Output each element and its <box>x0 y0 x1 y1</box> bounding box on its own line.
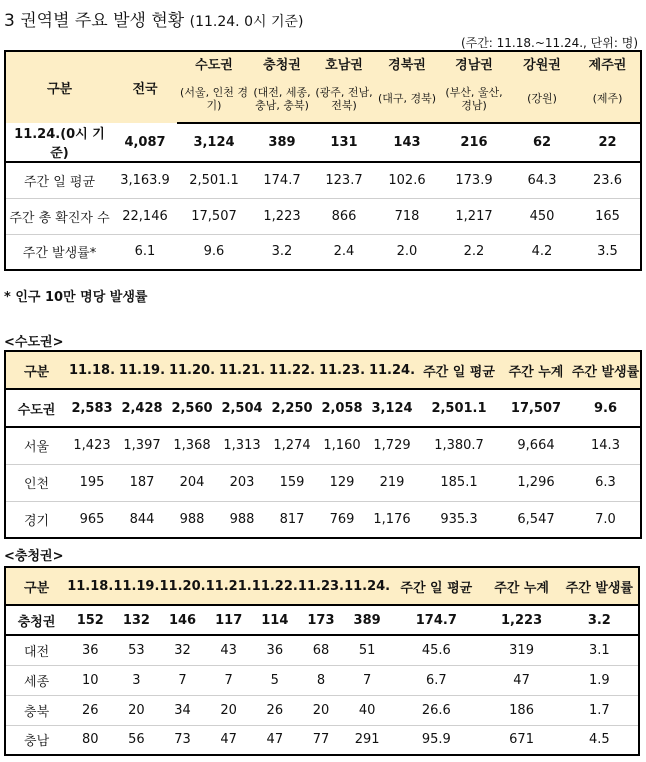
cell: 9.6 <box>177 234 251 270</box>
cell: 1.7 <box>561 695 639 725</box>
cell: 95.9 <box>390 725 482 755</box>
cell: 291 <box>344 725 390 755</box>
cell: 319 <box>509 642 534 658</box>
table-row <box>5 695 639 725</box>
cell: 186 <box>482 695 560 725</box>
header-cell: 11.23. <box>298 567 344 605</box>
header-cell: 11.24. <box>344 567 390 605</box>
unit-note: (주간: 11.18.~11.24., 단위: 명) <box>460 36 638 50</box>
header-cell: 11.24. <box>367 351 417 389</box>
table-row <box>5 234 641 270</box>
cell: 1,223 <box>251 198 313 234</box>
cell: 62 <box>509 123 575 162</box>
cell: 174.7 <box>263 172 301 188</box>
cell: 1,176 <box>367 501 417 538</box>
cell: 965 <box>67 501 117 538</box>
cell: 187 <box>117 464 167 501</box>
cell: 47 <box>252 725 298 755</box>
header-cell: 11.20. <box>167 351 217 389</box>
cell: 20 <box>206 695 252 725</box>
capital-header-row <box>5 351 641 389</box>
cell: 114 <box>252 605 298 635</box>
cell: 4,087 <box>113 123 177 162</box>
cell: 2,250 <box>267 389 317 427</box>
table-row <box>5 162 641 198</box>
header-gubun: 구분 <box>5 51 113 123</box>
cell: 131 <box>313 123 375 162</box>
cell: 23.6 <box>593 172 622 188</box>
header-cell: 11.21. <box>217 351 267 389</box>
cell: 718 <box>375 198 439 234</box>
header-cell: 구분 <box>5 567 67 605</box>
cell: 3,163.9 <box>120 172 170 188</box>
cell: 143 <box>375 123 439 162</box>
header-cell: 11.21. <box>206 567 252 605</box>
cell: 1,729 <box>373 438 411 454</box>
header-region: 제주권 <box>575 51 641 75</box>
regional-summary-table <box>4 50 642 271</box>
cell: 1,296 <box>501 464 571 501</box>
row-label: 주간 총 확진자 수 <box>5 198 113 234</box>
header-region-sub: (제주) <box>575 75 641 123</box>
cell: 8 <box>298 665 344 695</box>
cell: 47 <box>206 725 252 755</box>
header-cell: 주간 발생률 <box>571 351 641 389</box>
header-cell: 주간 발생률 <box>561 567 639 605</box>
cell: 102.6 <box>388 172 426 188</box>
header-region-sub: (광주, 전남, 전북) <box>313 75 375 123</box>
cell: 2.2 <box>439 234 509 270</box>
cell: 6.3 <box>571 464 641 501</box>
cell: 117 <box>206 605 252 635</box>
cell: 173 <box>298 605 344 635</box>
header-region: 수도권 <box>177 51 251 75</box>
header-cell: 11.20. <box>159 567 205 605</box>
table-row <box>5 123 641 162</box>
row-label: 수도권 <box>5 389 67 427</box>
table-row <box>5 665 639 695</box>
cell: 51 <box>358 642 376 658</box>
cell: 935.3 <box>417 501 501 538</box>
table-row <box>5 635 639 665</box>
header-region-sub: (대구, 경북) <box>375 75 439 123</box>
cell: 7 <box>344 665 390 695</box>
cell: 129 <box>317 464 367 501</box>
cell: 1.9 <box>561 665 639 695</box>
header-cell: 11.23. <box>317 351 367 389</box>
cell: 7 <box>159 665 205 695</box>
cell: 4.2 <box>509 234 575 270</box>
header-region: 호남권 <box>313 51 375 75</box>
cell: 174.7 <box>390 605 482 635</box>
cell: 6.1 <box>113 234 177 270</box>
title-date: (11.24. 0시 기준) <box>189 14 304 30</box>
cell: 3.1 <box>589 642 610 658</box>
header-region-sub: (부산, 울산, 경남) <box>439 75 509 123</box>
cell: 817 <box>267 501 317 538</box>
cell: 20 <box>298 695 344 725</box>
cell: 173.9 <box>455 172 493 188</box>
footnote: * 인구 10만 명당 발생률 <box>4 290 148 305</box>
cell: 53 <box>128 642 145 658</box>
cell: 1,217 <box>439 198 509 234</box>
cell: 389 <box>344 605 390 635</box>
cell: 36 <box>81 642 99 658</box>
capital-region-table <box>4 350 642 539</box>
header-cell: 주간 일 평균 <box>390 567 482 605</box>
cell: 26 <box>67 695 113 725</box>
cell: 3.2 <box>251 234 313 270</box>
table-row <box>5 725 639 755</box>
table-row <box>5 198 641 234</box>
row-label: 충청권 <box>5 605 67 635</box>
chungcheong-region-table <box>4 566 640 756</box>
cell: 2.4 <box>313 234 375 270</box>
cell: 7 <box>206 665 252 695</box>
page-title <box>4 6 303 31</box>
cell: 1,160 <box>323 438 361 454</box>
cell: 9,664 <box>517 438 555 454</box>
cell: 3 <box>113 665 159 695</box>
cell: 195 <box>67 464 117 501</box>
cell: 1,313 <box>223 438 261 454</box>
row-label: 11.24.(0시 기준) <box>5 123 113 162</box>
cell: 203 <box>217 464 267 501</box>
row-label: 충남 <box>5 725 67 755</box>
cell: 9.6 <box>571 389 641 427</box>
cell: 3,124 <box>177 123 251 162</box>
cell: 844 <box>117 501 167 538</box>
header-cell: 11.18. <box>67 351 117 389</box>
header-region: 경북권 <box>375 51 439 75</box>
cell: 6,547 <box>501 501 571 538</box>
cell: 22,146 <box>113 198 177 234</box>
cell: 204 <box>167 464 217 501</box>
cell: 77 <box>298 725 344 755</box>
cell: 6.7 <box>390 665 482 695</box>
cell: 216 <box>439 123 509 162</box>
cell: 73 <box>159 725 205 755</box>
cell: 219 <box>367 464 417 501</box>
section-label-chungcheong: <충청권> <box>4 549 64 564</box>
cell: 1,380.7 <box>434 438 484 454</box>
cell: 68 <box>312 642 330 658</box>
header-cell: 11.19. <box>113 567 159 605</box>
table-row <box>5 389 641 427</box>
cell: 32 <box>174 642 191 658</box>
header-region-sub: (강원) <box>509 75 575 123</box>
header-cell: 주간 누계 <box>482 567 560 605</box>
cell: 866 <box>313 198 375 234</box>
table-row <box>5 501 641 538</box>
cell: 56 <box>113 725 159 755</box>
cell: 2,501.1 <box>417 389 501 427</box>
header-cell: 주간 누계 <box>501 351 571 389</box>
header-region-sub: (서울, 인천 경기) <box>177 75 251 123</box>
section-label-capital: <수도권> <box>4 335 64 350</box>
cell: 152 <box>67 605 113 635</box>
cell: 2,428 <box>117 389 167 427</box>
table-row <box>5 464 641 501</box>
cell: 2,583 <box>67 389 117 427</box>
cell: 1,368 <box>173 438 211 454</box>
row-label: 충북 <box>5 695 67 725</box>
cell: 3.2 <box>561 605 639 635</box>
header-region: 충청권 <box>251 51 313 75</box>
row-label: 대전 <box>24 644 50 660</box>
cell: 769 <box>317 501 367 538</box>
header-region-sub: (대전, 세종, 충남, 충북) <box>251 75 313 123</box>
cell: 988 <box>167 501 217 538</box>
cell: 20 <box>113 695 159 725</box>
cell: 3,124 <box>367 389 417 427</box>
cell: 36 <box>266 642 284 658</box>
header-cell: 11.18. <box>67 567 113 605</box>
cell: 14.3 <box>591 438 620 454</box>
cell: 3.5 <box>575 234 641 270</box>
cell: 80 <box>67 725 113 755</box>
cell: 10 <box>67 665 113 695</box>
cell: 40 <box>344 695 390 725</box>
cell: 1,397 <box>123 438 161 454</box>
header-cell: 11.22. <box>252 567 298 605</box>
cell: 45.6 <box>421 642 451 658</box>
cell: 34 <box>159 695 205 725</box>
summary-header-row <box>5 51 641 75</box>
title-main: 3 권역별 주요 발생 현황 <box>4 11 185 31</box>
cell: 2,504 <box>217 389 267 427</box>
header-region: 강원권 <box>509 51 575 75</box>
cell: 450 <box>509 198 575 234</box>
header-national: 전국 <box>113 51 177 123</box>
row-label: 서울 <box>23 440 50 456</box>
cell: 2,058 <box>317 389 367 427</box>
cell: 389 <box>251 123 313 162</box>
cell: 1,223 <box>482 605 560 635</box>
table-row <box>5 605 639 635</box>
header-cell: 11.22. <box>267 351 317 389</box>
cell: 47 <box>482 665 560 695</box>
cell: 146 <box>159 605 205 635</box>
cell: 7.0 <box>571 501 641 538</box>
header-cell: 주간 일 평균 <box>417 351 501 389</box>
row-label: 세종 <box>5 665 67 695</box>
cell: 64.3 <box>527 172 557 188</box>
cell: 1,423 <box>73 438 111 454</box>
cell: 2,560 <box>167 389 217 427</box>
cell: 17,507 <box>177 198 251 234</box>
cell: 22 <box>575 123 641 162</box>
cell: 43 <box>220 642 237 658</box>
chungcheong-header-row <box>5 567 639 605</box>
header-cell: 구분 <box>5 351 67 389</box>
header-region: 경남권 <box>439 51 509 75</box>
cell: 2,501.1 <box>189 172 239 188</box>
cell: 988 <box>217 501 267 538</box>
cell: 132 <box>113 605 159 635</box>
row-label: 주간 일 평균 <box>23 174 96 190</box>
cell: 4.5 <box>561 725 639 755</box>
cell: 26.6 <box>390 695 482 725</box>
cell: 123.7 <box>325 172 363 188</box>
cell: 671 <box>482 725 560 755</box>
cell: 159 <box>267 464 317 501</box>
cell: 17,507 <box>501 389 571 427</box>
table-row <box>5 427 641 464</box>
cell: 26 <box>252 695 298 725</box>
cell: 2.0 <box>375 234 439 270</box>
row-label: 주간 발생률* <box>5 234 113 270</box>
cell: 165 <box>575 198 641 234</box>
header-cell: 11.19. <box>117 351 167 389</box>
cell: 1,274 <box>273 438 311 454</box>
cell: 185.1 <box>417 464 501 501</box>
row-label: 경기 <box>5 501 67 538</box>
cell: 5 <box>252 665 298 695</box>
row-label: 인천 <box>5 464 67 501</box>
